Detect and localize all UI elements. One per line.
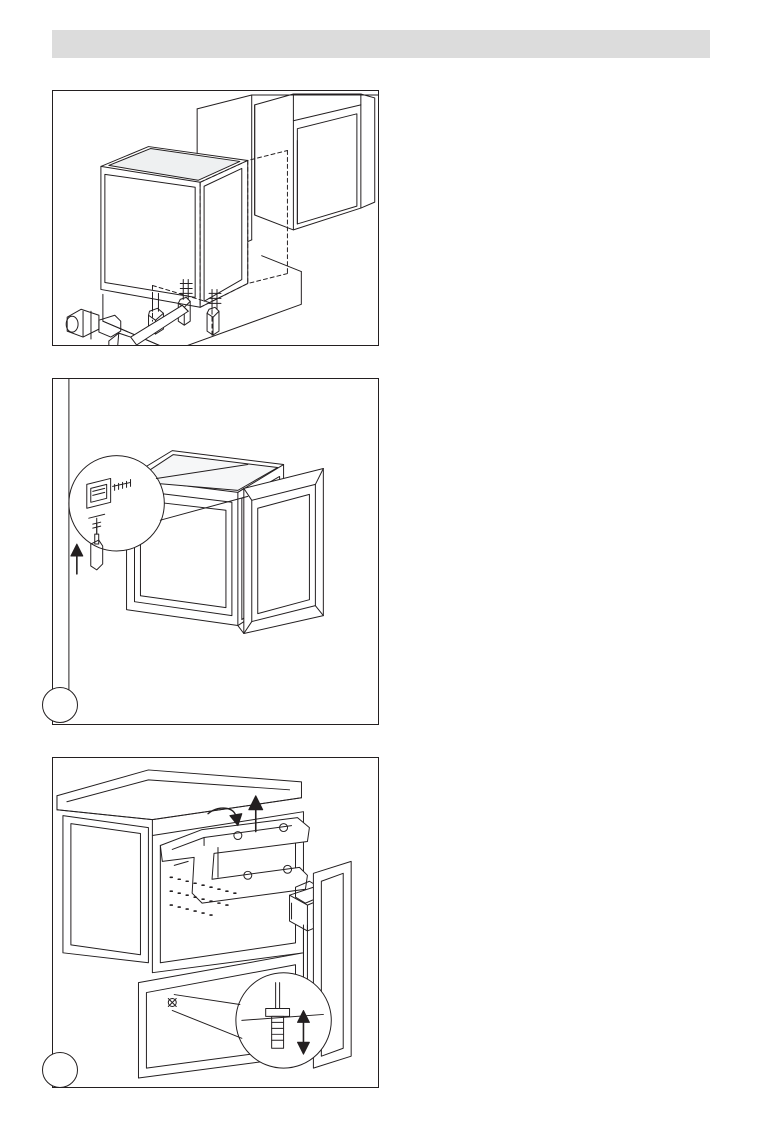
decor-panel [63, 816, 148, 963]
step-marker-figure-3 [42, 1052, 78, 1088]
figure-decor-panel-fixing [52, 757, 379, 1088]
header-band [52, 30, 710, 58]
figure-door-hinge-detail [52, 378, 379, 725]
open-door [244, 469, 324, 634]
insert-arrow [71, 544, 83, 574]
water-hose [66, 309, 121, 339]
figure-undercounter-installation [52, 90, 379, 346]
step-marker-figure-2 [42, 687, 78, 723]
